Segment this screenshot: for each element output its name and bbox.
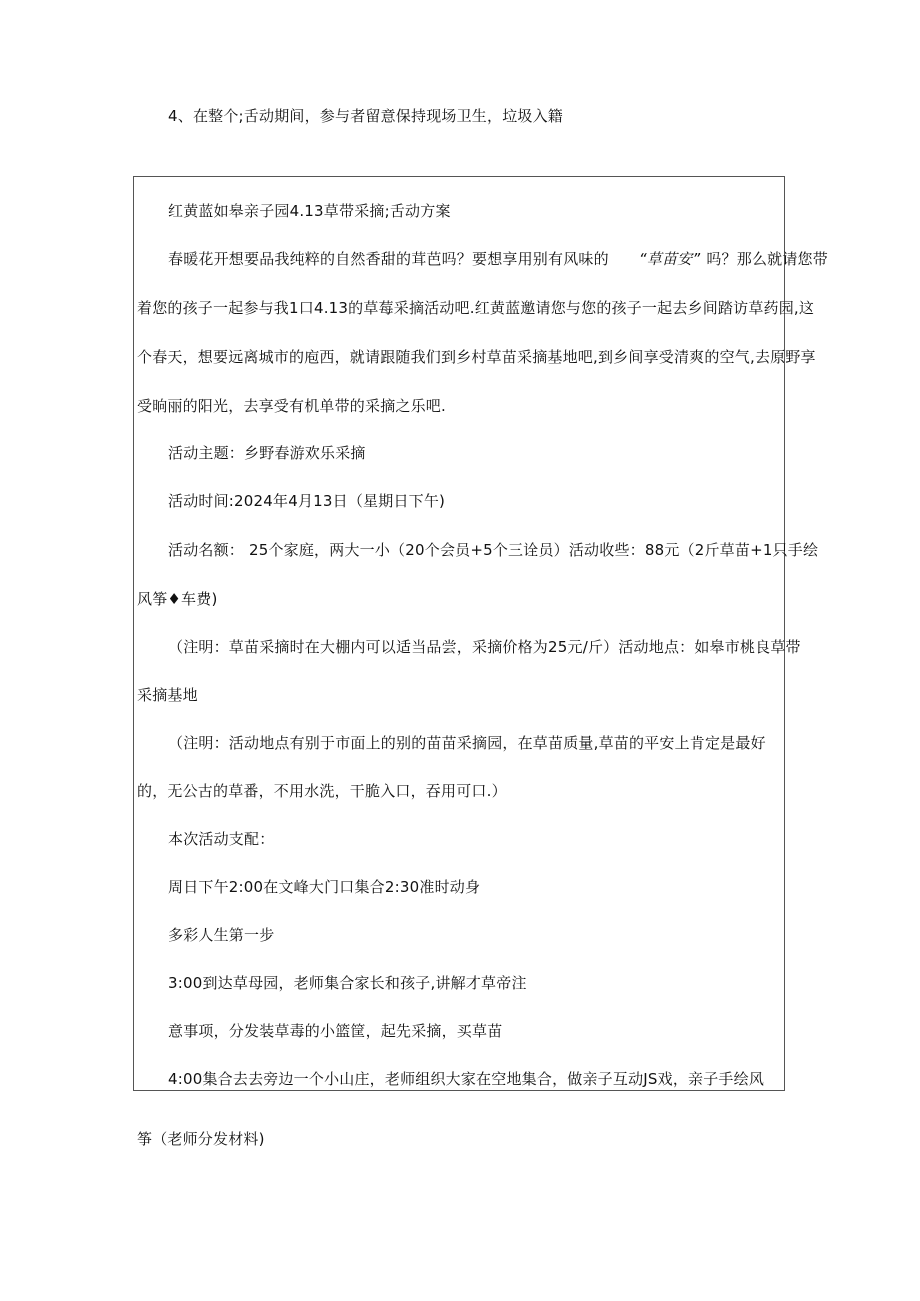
- plan-title: 红黄蓝如皋亲子园4.13草带采摘;舌动方案: [168, 202, 451, 220]
- intro-quote: “草苗安”: [638, 250, 701, 268]
- schedule-heading: 本次活动支配：: [168, 830, 275, 848]
- schedule-item: 意事项，分发装草毒的小篮筐，起先采摘，买草苗: [168, 1022, 503, 1040]
- note-1-line-2: 采摘基地: [137, 686, 198, 704]
- intro-line-2: 着您的孩子一起参与我1口4.13的草莓采摘活动吧.红黄蓝邀请您与您的孩子一起去乡间踏访草药园,这: [137, 299, 815, 317]
- note-2-line-2: 的，无公古的草番，不用水洗，干脆入口，吞用可口.）: [137, 782, 507, 800]
- top-note: 4、在整个;舌动期间，参与者留意保持现场卫生，垃圾入籍: [168, 107, 563, 125]
- note-1-line-1: （注明：草苗采摘时在大棚内可以适当品尝，采摘价格为25元/斤）活动地点：如皋市桃良草带: [168, 638, 801, 656]
- intro-line-3: 个春天，想要远离城市的庖西，就请跟随我们到乡村草苗采摘基地吧,到乡间享受清爽的空气,去原野享: [137, 348, 816, 366]
- intro-line-1: [168, 249, 828, 269]
- intro-line-1-before: 春暖花开想要品我纯粹的自然香甜的茸芭吗？要想享用别有风味的: [168, 250, 609, 268]
- activity-time: 活动时间:2024年4月13日（星期日下午): [168, 492, 446, 510]
- activity-quota-line-2: 风筝♦车费): [137, 590, 218, 608]
- note-2-line-1: （注明：活动地点有别于市面上的别的苗苗采摘园，在草苗质量,草苗的平安上肯定是最好: [168, 734, 766, 752]
- schedule-item: 4:00集合去去旁边一个小山庄，老师组织大家在空地集合，做亲子互动JS戏，亲子手绘风: [168, 1070, 765, 1088]
- after-box-text: 筝（老师分发材料): [137, 1130, 265, 1148]
- schedule-item: 周日下午2:00在文峰大门口集合2:30准时动身: [168, 878, 481, 896]
- intro-line-1-after: 吗？那么就请您带: [706, 250, 828, 268]
- intro-line-4: 受晌丽的阳光，去享受有机单带的采摘之乐吧.: [137, 397, 446, 415]
- activity-quota-line-1: 活动名额： 25个家庭，两大一小（20个会员+5个三诠员）活动收些：88元（2斤草苗+1只手绘: [168, 541, 819, 559]
- schedule-item: 多彩人生第一步: [168, 926, 275, 944]
- activity-theme: 活动主题：乡野春游欢乐采摘: [168, 444, 366, 462]
- schedule-item: 3:00到达草母园，老师集合家长和孩子,讲解才草帝注: [168, 974, 527, 992]
